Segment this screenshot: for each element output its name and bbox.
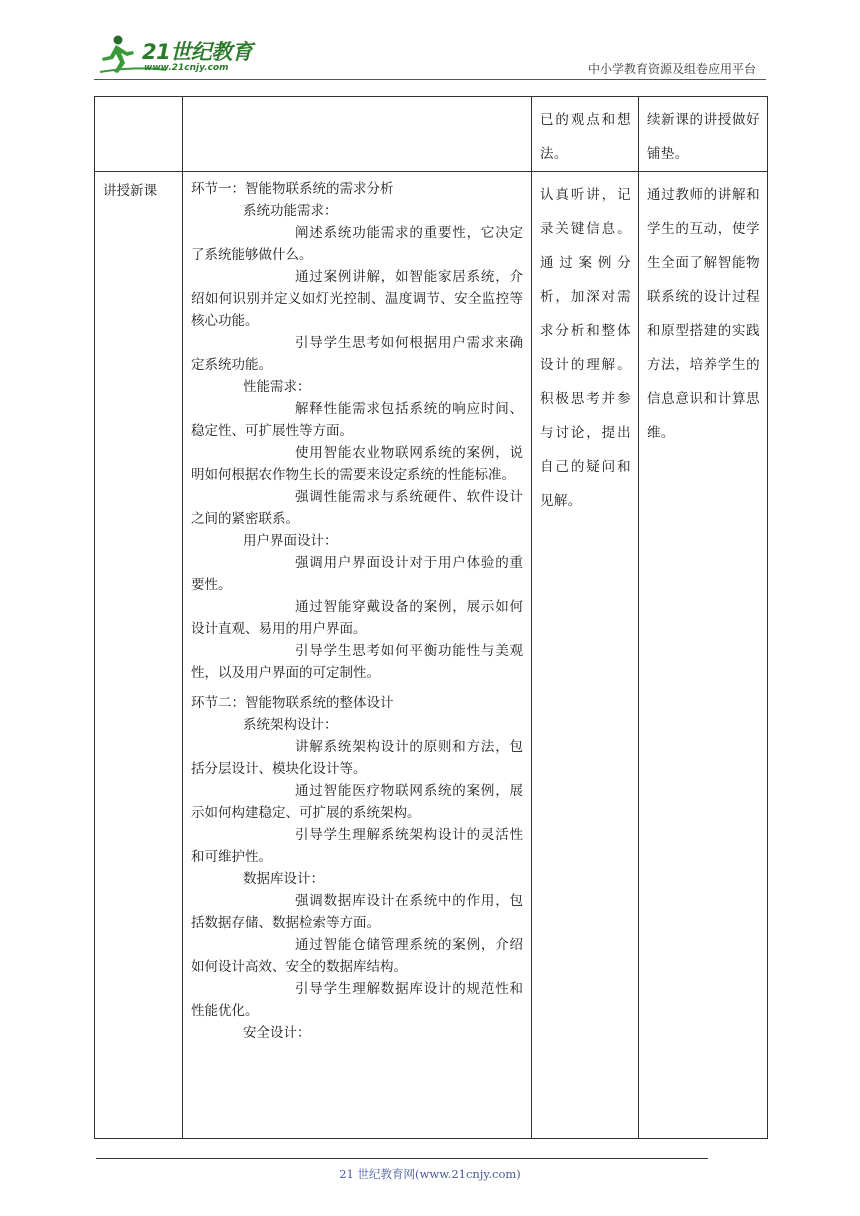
subsection-heading: 性能需求： <box>243 379 311 395</box>
paragraph: 强调用户界面设计对于用户体验的重要性。 <box>191 555 523 593</box>
content-cell <box>183 172 532 1139</box>
paragraph: 强调数据库设计在系统中的作用，包括数据存储、数据检索等方面。 <box>191 893 523 931</box>
page-footer: 21 世纪教育网(www.21cnjy.com) <box>339 1167 521 1181</box>
paragraph: 强调性能需求与系统硬件、软件设计之间的紧密联系。 <box>191 489 523 527</box>
content-cell <box>183 97 532 172</box>
student-activity-cell: 已的观点和想法。 <box>532 97 639 172</box>
logo-text: 21世纪教育 <box>142 40 253 64</box>
site-logo <box>96 32 266 78</box>
design-intent-cell: 通过教师的讲解和学生的互动，使学生全面了解智能物联系统的设计过程和原型搭建的实践方法，培养学生的信息意识和计算思维。 <box>639 172 768 1139</box>
page-header <box>0 0 860 80</box>
paragraph: 通过智能仓储管理系统的案例，介绍如何设计高效、安全的数据库结构。 <box>191 937 523 975</box>
student-activity-cell: 认真听讲，记录关键信息。通过案例分析，加深对需求分析和整体设计的理解。积极思考并参与讨论，提出自己的疑问和见解。 <box>532 172 639 1139</box>
paragraph: 引导学生理解系统架构设计的灵活性和可维护性。 <box>191 827 523 865</box>
paragraph: 解释性能需求包括系统的响应时间、稳定性、可扩展性等方面。 <box>191 401 523 439</box>
paragraph: 阐述系统功能需求的重要性，它决定了系统能够做什么。 <box>191 225 523 263</box>
platform-title: 中小学教育资源及组卷应用平台 <box>587 62 756 76</box>
header-divider <box>94 79 766 80</box>
category-cell: 讲授新课 <box>95 172 183 1139</box>
design-intent-cell: 续新课的讲授做好铺垫。 <box>639 97 768 172</box>
paragraph: 使用智能农业物联网系统的案例，说明如何根据农作物生长的需要来设定系统的性能标准。 <box>191 445 523 483</box>
footer-divider <box>96 1158 708 1159</box>
subsection-heading: 安全设计： <box>243 1025 311 1041</box>
paragraph: 通过智能穿戴设备的案例，展示如何设计直观、易用的用户界面。 <box>191 599 523 637</box>
table-row <box>95 172 768 1139</box>
logo-url: www.21cnjy.com <box>144 63 229 73</box>
paragraph: 通过智能医疗物联网系统的案例，展示如何构建稳定、可扩展的系统架构。 <box>191 783 523 821</box>
subsection-heading: 系统功能需求： <box>243 203 338 219</box>
subsection-heading: 系统架构设计： <box>243 717 338 733</box>
lesson-plan-table <box>94 96 768 1139</box>
section-heading: 环节二：智能物联系统的整体设计 <box>191 695 394 711</box>
teaching-content <box>183 172 531 1044</box>
paragraph: 引导学生思考如何平衡功能性与美观性，以及用户界面的可定制性。 <box>191 643 523 681</box>
paragraph: 讲解系统架构设计的原则和方法，包括分层设计、模块化设计等。 <box>191 739 523 777</box>
paragraph: 通过案例讲解，如智能家居系统，介绍如何识别并定义如灯光控制、温度调节、安全监控等核心功能。 <box>191 269 523 329</box>
paragraph: 引导学生思考如何根据用户需求来确定系统功能。 <box>191 335 523 373</box>
paragraph: 引导学生理解数据库设计的规范性和性能优化。 <box>191 981 523 1019</box>
section-heading: 环节一：智能物联系统的需求分析 <box>191 181 394 197</box>
subsection-heading: 用户界面设计： <box>243 533 338 549</box>
table-row <box>95 97 768 172</box>
subsection-heading: 数据库设计： <box>243 871 324 887</box>
category-cell <box>95 97 183 172</box>
